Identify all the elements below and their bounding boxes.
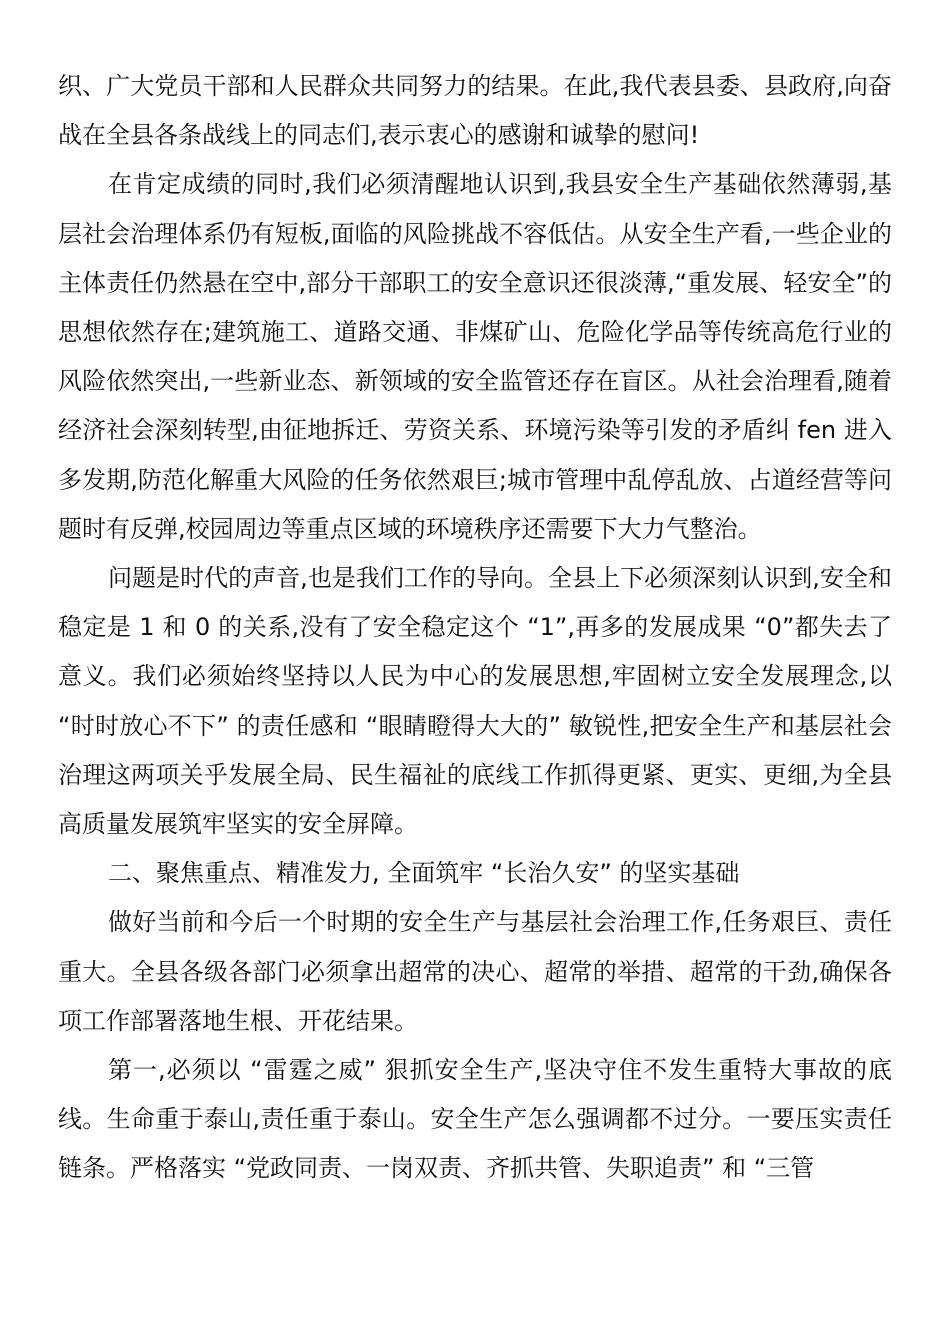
section-heading: 二、聚焦重点、精准发力, 全面筑牢 “长治久安” 的坚实基础 [108,859,740,888]
paragraph-first-point: 第一,必须以 “雷霆之威” 狠抓安全生产,坚决守住不发生重特大事故的底线。生命重于泰山,责任重于泰山。安全生产怎么强调都不过分。一要压实责任链条。严格落实 “党政同责、一岗双责、齐抓共管、失职追责” 和 “三管 [58,1056,892,1183]
paragraph-tasks: 做好当前和今后一个时期的安全生产与基层社会治理工作,任务艰巨、责任重大。全县各级各部门必须拿出超常的决心、超常的举措、超常的干劲,确保各项工作部署落地生根、开花结果。 [58,908,892,1035]
paragraph-problems: 在肯定成绩的同时,我们必须清醒地认识到,我县安全生产基础依然薄弱,基层社会治理体系仍有短板,面临的风险挑战不容低估。从安全生产看,一些企业的主体责任仍然悬在空中,部分干部职工的安全意识还很淡薄,“重发展、轻安全”的思想依然存在;建筑施工、道路交通、非煤矿山、危险化学品等传统高危行业的风险依然突出,一些新业态、新领域的安全监管还存在盲区。从社会治理看,随着经济社会深刻转型,由征地拆迁、劳资关系、环境污染等引发的矛盾纠 fen 进入多发期,防范化解重大风险的任务依然艰巨;城市管理中乱停乱放、占道经营等问题时有反弹,校园周边等重点区域的环境秩序还需要下大力气整治。 [58,170,892,543]
paragraph-orientation: 问题是时代的声音,也是我们工作的导向。全县上下必须深刻认识到,安全和稳定是 1 和 0 的关系,没有了安全稳定这个 “1”,再多的发展成果 “0”都失去了意义。我们必须始终坚持以人民为中心的发展思想,牢固树立安全发展理念,以 “时时放心不下” 的责任感和 “眼睛瞪得大大的” 敏锐性,把安全生产和基层社会治理这两项关乎发展全局、民生福祉的底线工作抓得更紧、更实、更细,为全县高质量发展筑牢坚实的安全屏障。 [58,564,892,839]
document-page [58,62,892,1194]
paragraph-closing-thanks: 织、广大党员干部和人民群众共同努力的结果。在此,我代表县委、县政府,向奋战在全县各条战线上的同志们,表示衷心的感谢和诚挚的慰问! [58,72,892,150]
